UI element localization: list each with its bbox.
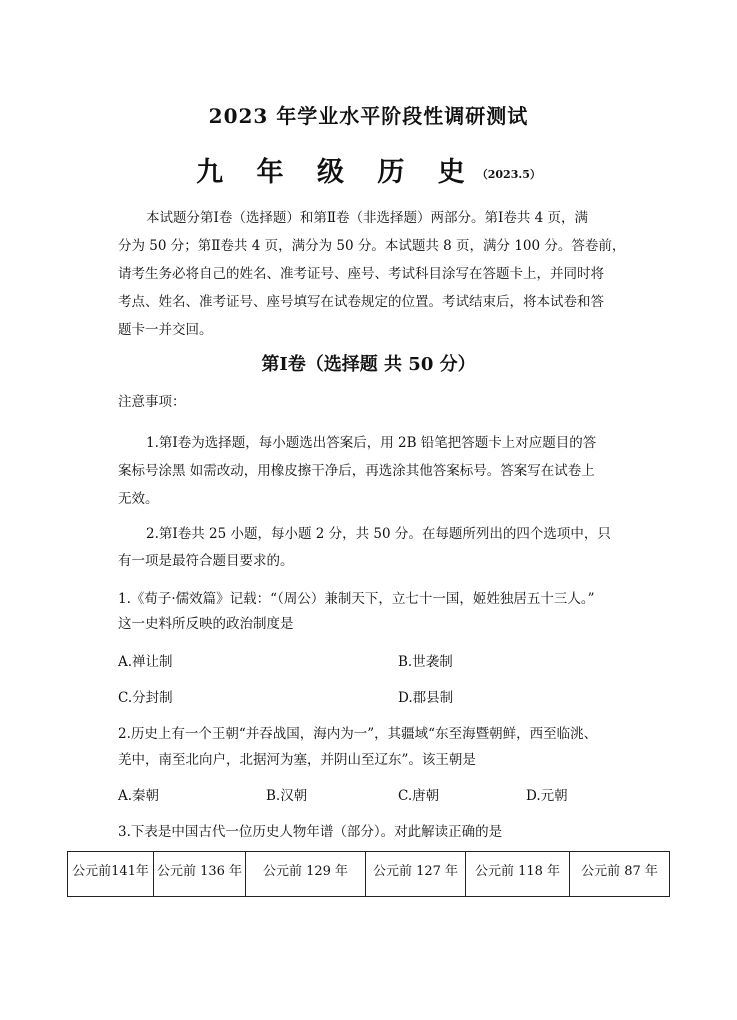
question-line: 羌中，南至北向户，北据河为塞，并阴山至辽东”。该王朝是 (118, 752, 476, 768)
table-row (68, 852, 670, 897)
question-line: 3.下表是中国古代一位历史人物年谱（部分）。对此解读正确的是 (118, 824, 503, 840)
table-cell: 公元前 129 年 (246, 852, 366, 897)
subject-title (0, 150, 737, 189)
intro-line: 考点、姓名、准考证号、座号填写在试卷规定的位置。考试结束后，将本试卷和答 (118, 294, 604, 310)
notice-line: 有一项是最符合题目要求的。 (118, 553, 294, 569)
table-cell: 公元前 127 年 (366, 852, 466, 897)
intro-line: 请考生务必将自己的姓名、准考证号、座号、考试科目涂写在答题卡上，并同时将 (118, 266, 604, 282)
intro-line: 题卡一并交回。 (118, 322, 213, 338)
option-b[interactable]: B.世袭制 (398, 654, 453, 670)
table-cell: 公元前 136 年 (154, 852, 246, 897)
exam-title: 2023 年学业水平阶段性调研测试 (208, 104, 529, 128)
option-d[interactable]: D.元朝 (526, 788, 568, 804)
exam-date: （2023.5） (476, 168, 541, 181)
subject-name: 九 年 级 历 史 (196, 157, 477, 188)
option-b[interactable]: B.汉朝 (266, 788, 308, 804)
intro-line: 本试题分第Ⅰ卷（选择题）和第Ⅱ卷（非选择题）两部分。第Ⅰ卷共 4 页，满 (146, 210, 589, 226)
option-a[interactable]: A.禅让制 (118, 654, 173, 670)
table-cell: 公元前 118 年 (466, 852, 570, 897)
table-cell: 公元前141年 (68, 852, 154, 897)
section-title: 第Ⅰ卷（选择题 共 50 分） (261, 354, 476, 375)
question-line: 1.《荀子·儒效篇》记载：“（周公）兼制天下，立七十一国，姬姓独居五十三人。” (118, 591, 595, 607)
intro-line: 分为 50 分；第Ⅱ卷共 4 页，满分为 50 分。本试题共 8 页，满分 100 分。答卷前， (118, 238, 626, 254)
table-cell: 公元前 87 年 (570, 852, 670, 897)
option-c[interactable]: C.分封制 (118, 690, 173, 706)
notice-line: 无效。 (118, 491, 159, 507)
chronology-table (67, 851, 670, 897)
option-d[interactable]: D.郡县制 (398, 690, 454, 706)
question-line: 2.历史上有一个王朝“并吞战国，海内为一”，其疆域“东至海暨朝鲜，西至临洮、 (118, 726, 598, 742)
option-c[interactable]: C.唐朝 (398, 788, 440, 804)
question-line: 这一史料所反映的政治制度是 (118, 616, 294, 632)
notice-line: 2.第Ⅰ卷共 25 小题，每小题 2 分，共 50 分。在每题所列出的四个选项中，只 (146, 526, 611, 542)
notice-heading: 注意事项： (118, 394, 186, 410)
notice-line: 1.第Ⅰ卷为选择题，每小题选出答案后，用 2B 铅笔把答题卡上对应题目的答 (146, 435, 597, 451)
option-a[interactable]: A.秦朝 (118, 788, 160, 804)
notice-line: 案标号涂黑 如需改动，用橡皮擦干净后，再选涂其他答案标号。答案写在试卷上 (118, 463, 595, 479)
